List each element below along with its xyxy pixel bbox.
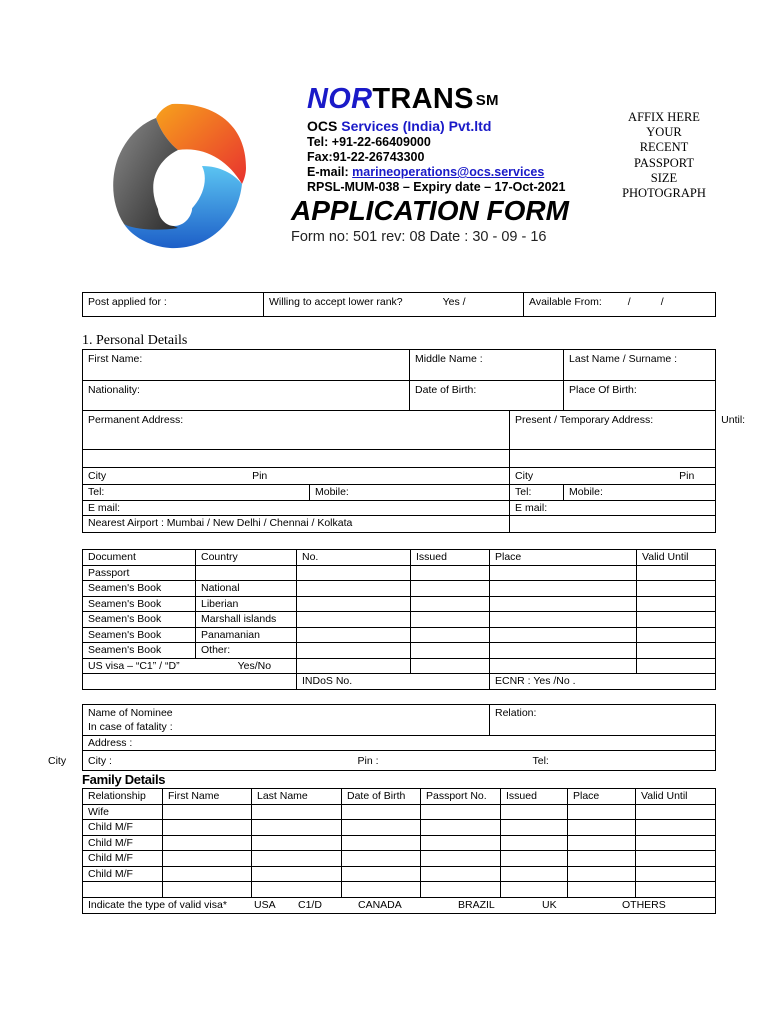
doc-cell[interactable] — [297, 659, 411, 674]
city-label: City — [88, 470, 107, 482]
doc-cell[interactable] — [411, 581, 490, 597]
visa-option-c1d[interactable]: C1/D — [298, 899, 322, 911]
nominee-city-field[interactable] — [83, 751, 716, 771]
indos-label: INDoS No. — [302, 675, 353, 687]
doc-cell[interactable] — [490, 612, 637, 628]
doc-name: Seamen's Book — [83, 597, 196, 612]
doc-cell[interactable] — [490, 566, 637, 581]
present-address-line[interactable] — [510, 450, 716, 468]
nominee-fatality-label: In case of fatality : — [88, 721, 173, 733]
indos-field[interactable] — [297, 674, 490, 690]
family-cell[interactable] — [636, 836, 716, 851]
nominee-city-label: City : — [88, 755, 112, 767]
family-header: Date of Birth — [342, 789, 421, 805]
family-cell[interactable] — [252, 867, 342, 882]
table-row — [83, 581, 716, 597]
family-cell[interactable] — [501, 851, 568, 867]
us-visa-yes-no: Yes/No — [237, 660, 272, 672]
first-name-label: First Name: — [88, 353, 143, 365]
doc-cell[interactable] — [411, 566, 490, 581]
doc-cell[interactable] — [637, 597, 716, 612]
relation-label: Relation: — [495, 707, 537, 719]
company-fax: Fax:91-22-26743300 — [307, 150, 425, 164]
ecnr-field[interactable] — [490, 674, 716, 690]
present-city-field[interactable] — [510, 468, 716, 485]
photo-line: SIZE — [650, 170, 678, 185]
email-label: E mail: — [515, 502, 548, 514]
nominee-name-field[interactable] — [83, 705, 490, 736]
indos-blank[interactable] — [83, 674, 297, 690]
family-cell[interactable] — [568, 836, 636, 851]
table-row — [83, 659, 716, 674]
doc-cell[interactable] — [297, 628, 411, 643]
date-slash: / — [627, 296, 631, 308]
nationality-label: Nationality: — [88, 384, 140, 396]
doc-cell[interactable] — [637, 628, 716, 643]
doc-cell[interactable] — [637, 643, 716, 659]
lower-rank-field[interactable] — [264, 293, 524, 317]
doc-header: Country — [196, 550, 297, 566]
doc-header: Issued — [411, 550, 490, 566]
family-cell[interactable] — [252, 820, 342, 836]
documents-table — [82, 549, 716, 690]
family-cell[interactable] — [163, 867, 252, 882]
table-row — [83, 820, 716, 836]
post-table — [82, 292, 716, 317]
permanent-mobile-field[interactable] — [310, 485, 510, 501]
email-label: E-mail: — [307, 165, 349, 179]
brand-suffix: TRANS — [372, 83, 474, 115]
permanent-email-field[interactable] — [83, 501, 510, 516]
family-cell[interactable] — [421, 867, 501, 882]
family-cell[interactable] — [163, 882, 252, 898]
table-row — [83, 597, 716, 612]
pin-label: Pin — [679, 470, 695, 482]
photo-line: YOUR — [646, 125, 682, 140]
doc-cell[interactable] — [297, 612, 411, 628]
family-cell[interactable] — [342, 851, 421, 867]
family-header: Valid Until — [636, 789, 716, 805]
rpsl-licence: RPSL-MUM-038 – Expiry date – 17-Oct-2021 — [307, 180, 566, 194]
doc-country[interactable]: Other: — [196, 643, 297, 659]
family-header: Place — [568, 789, 636, 805]
visa-type-field[interactable] — [83, 898, 716, 914]
family-header: Last Name — [252, 789, 342, 805]
family-cell[interactable] — [636, 805, 716, 820]
doc-cell[interactable] — [637, 659, 716, 674]
relationship-cell: Child M/F — [83, 851, 163, 867]
ecnr-label: ECNR : Yes /No . — [495, 675, 576, 687]
nominee-pin-label: Pin : — [357, 755, 379, 767]
doc-cell[interactable] — [297, 597, 411, 612]
permanent-city-field[interactable] — [83, 468, 510, 485]
doc-header: No. — [297, 550, 411, 566]
family-cell[interactable] — [568, 882, 636, 898]
brand-name — [307, 82, 499, 116]
doc-cell[interactable] — [411, 659, 490, 674]
pin-label: Pin — [252, 470, 268, 482]
table-row — [83, 836, 716, 851]
doc-cell[interactable] — [411, 597, 490, 612]
table-row — [83, 628, 716, 643]
family-cell[interactable] — [568, 867, 636, 882]
personal-details-table — [82, 349, 746, 533]
tel-label: Tel: — [88, 486, 105, 498]
table-row — [83, 566, 716, 581]
doc-name: Seamen's Book — [83, 581, 196, 597]
visa-option-uk[interactable]: UK — [542, 899, 557, 911]
until-label: Until: — [721, 414, 746, 426]
permanent-address-line[interactable] — [83, 450, 510, 468]
dob-field[interactable] — [410, 381, 564, 411]
page-title: APPLICATION FORM — [291, 195, 569, 226]
relationship-cell: Wife — [83, 805, 163, 820]
doc-cell[interactable] — [637, 581, 716, 597]
photo-line: PHOTOGRAPH — [622, 186, 706, 201]
doc-cell[interactable] — [297, 643, 411, 659]
permanent-address-label: Permanent Address: — [88, 414, 184, 426]
family-cell[interactable] — [421, 882, 501, 898]
photo-placeholder[interactable] — [612, 110, 716, 201]
dob-label: Date of Birth: — [415, 384, 477, 396]
table-row — [83, 805, 716, 820]
doc-cell[interactable] — [490, 659, 637, 674]
company-rest: Services (India) Pvt.ltd — [341, 118, 492, 134]
middle-name-label: Middle Name : — [415, 353, 483, 365]
lower-rank-yes: Yes / — [442, 296, 466, 308]
visa-type-label: Indicate the type of valid visa* — [88, 899, 227, 911]
photo-line: PASSPORT — [634, 155, 694, 170]
relationship-cell: Child M/F — [83, 836, 163, 851]
family-cell[interactable] — [636, 820, 716, 836]
visa-option-usa[interactable]: USA — [254, 899, 276, 911]
table-row — [83, 674, 716, 690]
city-label: City — [515, 470, 534, 482]
doc-cell[interactable] — [490, 597, 637, 612]
family-cell[interactable] — [501, 836, 568, 851]
nominee-name-label: Name of Nominee — [88, 707, 173, 719]
doc-country: Panamanian — [196, 628, 297, 643]
present-mobile-field[interactable] — [564, 485, 716, 501]
relationship-cell — [83, 882, 163, 898]
available-from-field[interactable] — [524, 293, 716, 317]
family-cell[interactable] — [252, 882, 342, 898]
doc-header: Place — [490, 550, 637, 566]
doc-cell[interactable] — [490, 581, 637, 597]
family-cell[interactable] — [421, 836, 501, 851]
doc-cell[interactable] — [637, 612, 716, 628]
family-cell[interactable] — [163, 820, 252, 836]
doc-country: National — [196, 581, 297, 597]
doc-cell[interactable] — [297, 581, 411, 597]
company-email — [307, 165, 544, 179]
middle-name-field[interactable] — [410, 350, 564, 381]
permanent-tel-field[interactable] — [83, 485, 310, 501]
airport-blank[interactable] — [510, 516, 716, 533]
family-cell[interactable] — [342, 882, 421, 898]
doc-cell[interactable] — [490, 643, 637, 659]
doc-cell[interactable] — [411, 628, 490, 643]
family-cell[interactable] — [501, 867, 568, 882]
family-cell[interactable] — [421, 820, 501, 836]
doc-name: Seamen's Book — [83, 628, 196, 643]
photo-line: AFFIX HERE — [628, 110, 700, 124]
permanent-address-field[interactable] — [83, 411, 510, 450]
nominee-table — [82, 704, 716, 771]
family-cell[interactable] — [163, 851, 252, 867]
form-info: Form no: 501 rev: 08 Date : 30 - 09 - 16 — [291, 229, 547, 245]
date-slash: / — [660, 296, 664, 308]
pob-field[interactable] — [564, 381, 716, 411]
family-cell[interactable] — [421, 851, 501, 867]
doc-cell[interactable] — [411, 612, 490, 628]
table-row — [83, 882, 716, 898]
family-cell[interactable] — [342, 836, 421, 851]
family-cell[interactable] — [342, 805, 421, 820]
visa-option-others[interactable]: OTHERS — [622, 899, 666, 911]
company-tel: Tel: +91-22-66409000 — [307, 135, 431, 149]
doc-country[interactable] — [196, 566, 297, 581]
table-row — [83, 867, 716, 882]
doc-cell[interactable] — [411, 643, 490, 659]
family-cell[interactable] — [636, 851, 716, 867]
family-cell[interactable] — [421, 805, 501, 820]
present-email-field[interactable] — [510, 501, 716, 516]
doc-name: Seamen's Book — [83, 612, 196, 628]
family-cell[interactable] — [568, 820, 636, 836]
present-address-label: Present / Temporary Address: — [515, 414, 654, 426]
company-prefix: OCS — [307, 118, 338, 134]
present-address-field[interactable] — [510, 411, 746, 450]
family-header: First Name — [163, 789, 252, 805]
doc-cell[interactable] — [637, 566, 716, 581]
pob-label: Place Of Birth: — [569, 384, 637, 396]
relation-field[interactable] — [490, 705, 716, 736]
us-visa-label: US visa – “C1” / “D” — [88, 660, 180, 672]
doc-country: Marshall islands — [196, 612, 297, 628]
family-cell[interactable] — [252, 836, 342, 851]
last-name-field[interactable] — [564, 350, 716, 381]
mobile-label: Mobile: — [569, 486, 603, 498]
relationship-cell: Child M/F — [83, 867, 163, 882]
doc-name: Seamen's Book — [83, 643, 196, 659]
family-header: Relationship — [83, 789, 163, 805]
photo-line: RECENT — [639, 140, 689, 155]
available-from-label: Available From: — [529, 296, 602, 308]
table-row — [83, 643, 716, 659]
nearest-airport-field[interactable] — [83, 516, 510, 533]
family-cell[interactable] — [163, 805, 252, 820]
doc-cell[interactable] — [490, 628, 637, 643]
mobile-label: Mobile: — [315, 486, 349, 498]
family-header: Passport No. — [421, 789, 501, 805]
nearest-airport-label: Nearest Airport : Mumbai / New Delhi / Chennai / Kolkata — [88, 517, 353, 529]
family-cell[interactable] — [252, 805, 342, 820]
doc-header: Valid Until — [637, 550, 716, 566]
family-cell[interactable] — [342, 820, 421, 836]
tel-label: Tel: — [515, 486, 532, 498]
family-cell[interactable] — [163, 836, 252, 851]
family-cell[interactable] — [252, 851, 342, 867]
stray-city-label: City — [48, 755, 67, 767]
nationality-field[interactable] — [83, 381, 410, 411]
family-cell[interactable] — [501, 805, 568, 820]
relationship-cell: Child M/F — [83, 820, 163, 836]
family-cell[interactable] — [568, 851, 636, 867]
brand-prefix: NOR — [307, 83, 373, 115]
family-details-heading: Family Details — [82, 772, 166, 787]
nominee-tel-label: Tel: — [532, 755, 549, 767]
doc-name: Passport — [83, 566, 196, 581]
nominee-address-label: Address : — [88, 737, 133, 749]
doc-cell[interactable] — [297, 566, 411, 581]
first-name-field[interactable] — [83, 350, 410, 381]
service-mark: SM — [475, 92, 499, 109]
family-cell[interactable] — [568, 805, 636, 820]
last-name-label: Last Name / Surname : — [569, 353, 678, 365]
nortrans-logo — [108, 100, 250, 252]
doc-header: Document — [83, 550, 196, 566]
visa-type-row — [83, 898, 716, 914]
present-tel-field[interactable] — [510, 485, 564, 501]
family-cell[interactable] — [501, 820, 568, 836]
family-cell[interactable] — [501, 882, 568, 898]
visa-option-brazil[interactable]: BRAZIL — [458, 899, 495, 911]
doc-country: Liberian — [196, 597, 297, 612]
table-row — [83, 612, 716, 628]
family-cell[interactable] — [636, 867, 716, 882]
family-cell[interactable] — [636, 882, 716, 898]
personal-details-heading: 1. Personal Details — [82, 333, 188, 348]
visa-option-canada[interactable]: CANADA — [358, 899, 402, 911]
post-applied-field[interactable] — [83, 293, 264, 317]
table-row — [83, 851, 716, 867]
email-label: E mail: — [88, 502, 121, 514]
lower-rank-label: Willing to accept lower rank? — [269, 296, 403, 308]
email-link[interactable]: marineoperations@ocs.services — [352, 165, 545, 179]
family-cell[interactable] — [342, 867, 421, 882]
family-table — [82, 788, 716, 914]
nominee-address-field[interactable] — [83, 736, 716, 751]
post-applied-label: Post applied for : — [88, 296, 167, 308]
family-header: Issued — [501, 789, 568, 805]
us-visa-field[interactable] — [83, 659, 297, 674]
company-name — [307, 117, 491, 135]
